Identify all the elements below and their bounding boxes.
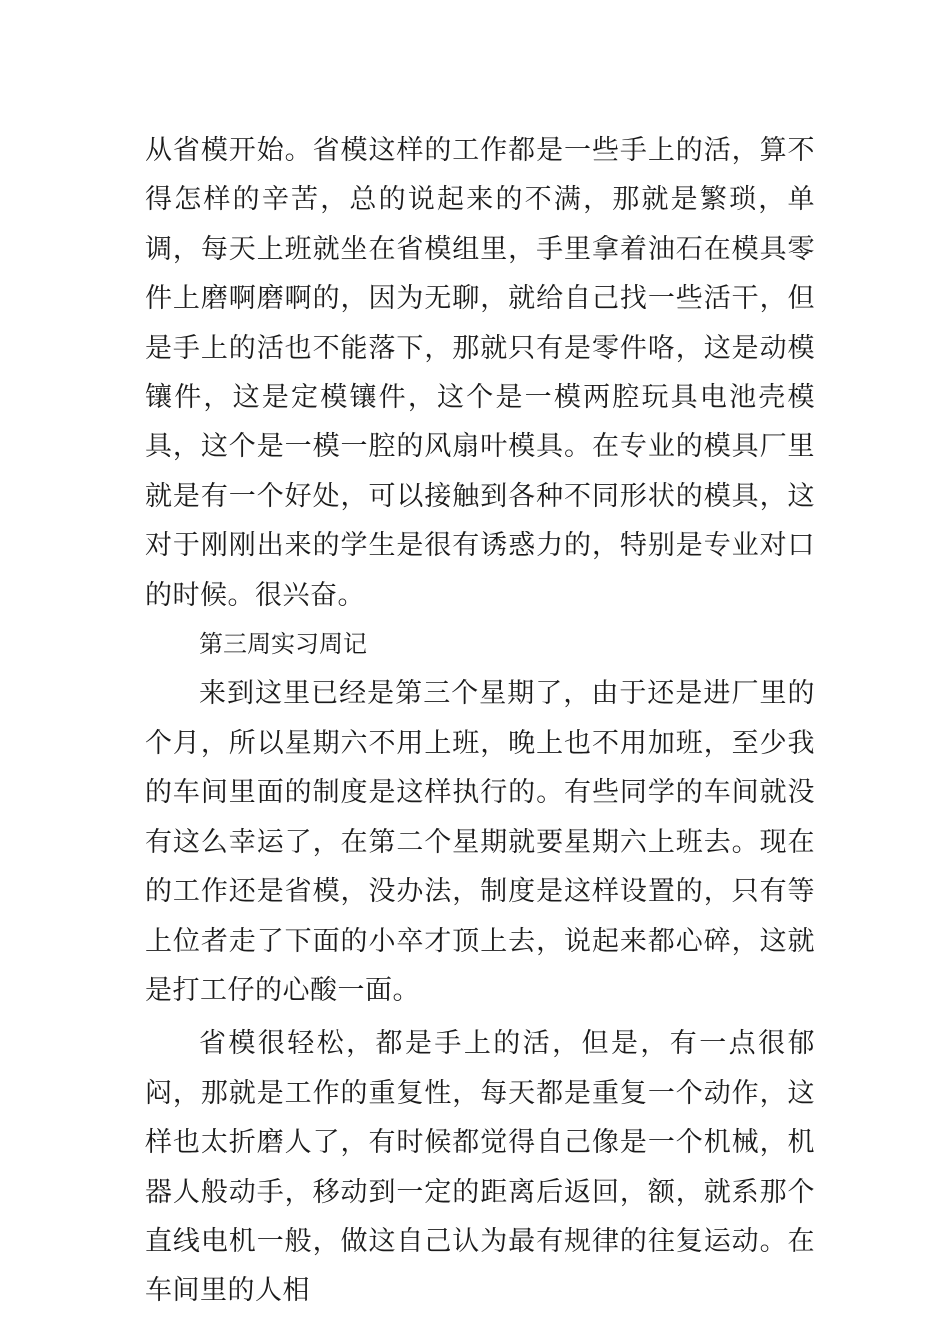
paragraph-continuation: 从省模开始。省模这样的工作都是一些手上的活，算不得怎样的辛苦，总的说起来的不满，那就是繁琐，单调，每天上班就坐在省模组里，手里拿着油石在模具零件上磨啊磨啊的，因为无聊，就给自己找一些活干，但是手上的活也不能落下，那就只有是零件咯，这是动模镶件，这是定模镶件，这个是一模两腔玩具电池壳模具，这个是一模一腔的风扇叶模具。在专业的模具厂里就是有一个好处，可以接触到各种不同形状的模具，这对于刚刚出来的学生是很有诱惑力的，特别是专业对口的时候。很兴奋。 bbox=[145, 135, 815, 611]
section-heading: 第三周实习周记 bbox=[199, 630, 367, 659]
document-body bbox=[145, 126, 815, 1316]
paragraph-week3: 来到这里已经是第三个星期了，由于还是进厂里的个月，所以星期六不用上班，晚上也不用加班，至少我的车间里面的制度是这样执行的。有些同学的车间就没有这么幸运了，在第二个星期就要星期六上班去。现在的工作还是省模，没办法，制度是这样设置的，只有等上位者走了下面的小卒才顶上去，说起来都心碎，这就是打工仔的心酸一面。 bbox=[145, 678, 815, 1006]
paragraph-polishing: 省模很轻松，都是手上的活，但是，有一点很郁闷，那就是工作的重复性，每天都是重复一个动作，这样也太折磨人了，有时候都觉得自己像是一个机械，机器人般动手，移动到一定的距离后返回，额，就系那个直线电机一般，做这自己认为最有规律的往复运动。在车间里的人相 bbox=[145, 1028, 815, 1307]
